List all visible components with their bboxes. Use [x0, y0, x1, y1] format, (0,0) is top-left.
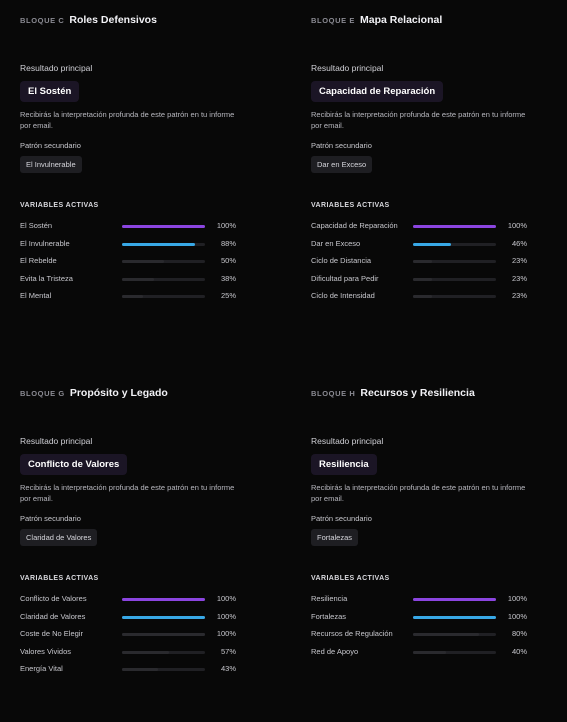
variable-row: [311, 254, 561, 272]
variable-name: Capacidad de Reparación: [311, 221, 398, 230]
variable-row: [311, 592, 561, 610]
block-header: [311, 14, 561, 34]
block-title: Propósito y Legado: [69, 387, 168, 399]
variable-percent: 46%: [511, 238, 527, 248]
block-header: [20, 14, 270, 34]
variable-row: [311, 219, 561, 237]
result-description: Recibirás la interpretación profunda de este patrón en tu informe por email.: [311, 110, 526, 130]
block-code: BLOQUE E: [311, 16, 355, 25]
variables-list: [311, 219, 561, 307]
variable-bar-fill: [122, 668, 158, 671]
secondary-pattern-badge: El Invulnerable: [20, 156, 82, 173]
primary-result-label: Resultado principal: [311, 436, 384, 446]
variable-row: [311, 237, 561, 255]
result-block-c: [20, 14, 270, 307]
variable-bar-track: [413, 616, 496, 619]
variable-row: [20, 662, 270, 680]
variable-bar-track: [413, 633, 496, 636]
variable-bar-track: [122, 295, 205, 298]
variable-bar-track: [413, 225, 496, 228]
active-variables-heading: VARIABLES ACTIVAS: [20, 575, 99, 582]
variable-percent: 23%: [511, 273, 527, 283]
variable-row: [20, 627, 270, 645]
secondary-pattern-badge: Claridad de Valores: [20, 529, 97, 546]
variable-name: Fortalezas: [311, 611, 347, 621]
variable-bar-fill: [122, 260, 164, 263]
variable-name: Red de Apoyo: [311, 646, 359, 656]
variable-row: [20, 237, 270, 255]
variable-name: Ciclo de Distancia: [311, 256, 372, 266]
variable-percent: 80%: [511, 629, 527, 639]
variable-name: El Invulnerable: [20, 238, 70, 248]
variable-name: Evita la Tristeza: [20, 273, 73, 283]
secondary-pattern-label: Patrón secundario: [20, 514, 81, 523]
variable-bar-track: [122, 260, 205, 263]
result-block-g: [20, 387, 270, 680]
variable-row: [20, 254, 270, 272]
variable-row: [311, 610, 561, 628]
variable-bar-fill: [413, 651, 446, 654]
primary-result-label: Resultado principal: [311, 63, 384, 73]
variable-bar-track: [413, 278, 496, 281]
variable-bar-fill: [122, 243, 195, 246]
primary-result-label: Resultado principal: [20, 63, 93, 73]
variable-row: [311, 627, 561, 645]
variable-bar-fill: [122, 598, 205, 601]
secondary-pattern-badge: Dar en Exceso: [311, 156, 372, 173]
variable-bar-track: [413, 243, 496, 246]
variable-bar-fill: [122, 616, 205, 619]
variable-bar-fill: [413, 598, 496, 601]
variable-row: [20, 610, 270, 628]
variable-percent: 23%: [511, 256, 527, 266]
primary-result-badge: Resiliencia: [311, 454, 377, 475]
variable-row: [311, 272, 561, 290]
variable-bar-fill: [122, 278, 154, 281]
variable-name: Ciclo de Intensidad: [311, 291, 375, 301]
block-title: Recursos y Resiliencia: [360, 387, 475, 399]
variable-percent: 100%: [507, 221, 527, 230]
variable-bar-fill: [413, 633, 479, 636]
variable-bar-track: [122, 225, 205, 228]
variables-list: [20, 219, 270, 307]
variable-bar-fill: [413, 225, 496, 228]
variables-list: [311, 592, 561, 662]
variable-name: Dar en Exceso: [311, 238, 361, 248]
variable-bar-track: [122, 616, 205, 619]
block-title: Mapa Relacional: [359, 14, 443, 26]
variable-percent: 25%: [220, 291, 236, 301]
variable-bar-fill: [413, 295, 432, 298]
variable-row: [20, 219, 270, 237]
active-variables-heading: VARIABLES ACTIVAS: [311, 202, 390, 209]
variable-name: Resiliencia: [311, 594, 348, 603]
primary-result-badge: Capacidad de Reparación: [311, 81, 443, 102]
block-code: BLOQUE G: [20, 389, 65, 398]
variables-list: [20, 592, 270, 680]
variable-bar-track: [122, 633, 205, 636]
secondary-pattern-badge: Fortalezas: [311, 529, 358, 546]
variable-percent: 50%: [220, 256, 236, 266]
variable-row: [20, 645, 270, 663]
active-variables-heading: VARIABLES ACTIVAS: [20, 202, 99, 209]
variable-bar-track: [122, 598, 205, 601]
variable-percent: 57%: [220, 646, 236, 656]
variable-percent: 23%: [511, 291, 527, 301]
block-code: BLOQUE H: [311, 389, 356, 398]
block-header: [20, 387, 270, 407]
variable-row: [20, 289, 270, 307]
primary-result-badge: Conflicto de Valores: [20, 454, 127, 475]
variable-bar-fill: [122, 295, 143, 298]
primary-result-badge: El Sostén: [20, 81, 79, 102]
primary-result-label: Resultado principal: [20, 436, 93, 446]
variable-row: [311, 289, 561, 307]
result-description: Recibirás la interpretación profunda de este patrón en tu informe por email.: [20, 110, 235, 130]
variable-row: [20, 592, 270, 610]
variable-name: El Mental: [20, 291, 52, 301]
variable-bar-track: [122, 668, 205, 671]
variable-percent: 100%: [216, 611, 236, 621]
variable-row: [20, 272, 270, 290]
variable-bar-fill: [413, 616, 496, 619]
variable-name: Valores Vividos: [20, 646, 71, 656]
variable-percent: 38%: [220, 273, 236, 283]
variable-percent: 88%: [220, 238, 236, 248]
variable-percent: 43%: [220, 664, 236, 674]
variable-name: Recursos de Regulación: [311, 629, 393, 639]
variable-row: [311, 645, 561, 663]
variable-percent: 100%: [507, 594, 527, 603]
variable-bar-fill: [122, 225, 205, 228]
variable-name: Energía Vital: [20, 664, 63, 674]
variable-bar-fill: [413, 278, 432, 281]
secondary-pattern-label: Patrón secundario: [20, 141, 81, 150]
variable-name: Dificultad para Pedir: [311, 273, 379, 283]
result-block-e: [311, 14, 561, 307]
variable-name: El Sostén: [20, 221, 53, 230]
result-description: Recibirás la interpretación profunda de este patrón en tu informe por email.: [20, 483, 235, 503]
variable-bar-fill: [413, 260, 432, 263]
variable-bar-fill: [122, 651, 169, 654]
active-variables-heading: VARIABLES ACTIVAS: [311, 575, 390, 582]
block-header: [311, 387, 561, 407]
variable-bar-track: [122, 278, 205, 281]
result-description: Recibirás la interpretación profunda de este patrón en tu informe por email.: [311, 483, 526, 503]
variable-bar-track: [413, 598, 496, 601]
variable-name: Claridad de Valores: [20, 611, 86, 621]
variable-percent: 100%: [216, 221, 236, 230]
block-title: Roles Defensivos: [69, 14, 157, 26]
variable-bar-track: [122, 243, 205, 246]
result-block-h: [311, 387, 561, 662]
variable-percent: 100%: [216, 629, 236, 639]
secondary-pattern-label: Patrón secundario: [311, 141, 372, 150]
variable-name: Coste de No Elegir: [20, 629, 83, 639]
variable-percent: 100%: [216, 594, 236, 603]
variable-percent: 100%: [507, 611, 527, 621]
secondary-pattern-label: Patrón secundario: [311, 514, 372, 523]
variable-name: Conflicto de Valores: [20, 594, 87, 603]
variable-bar-fill: [413, 243, 451, 246]
variable-bar-track: [413, 260, 496, 263]
variable-bar-fill: [122, 633, 205, 636]
variable-bar-track: [413, 295, 496, 298]
variable-percent: 40%: [511, 646, 527, 656]
variable-bar-track: [122, 651, 205, 654]
variable-name: El Rebelde: [20, 256, 57, 266]
block-code: BLOQUE C: [20, 16, 65, 25]
variable-bar-track: [413, 651, 496, 654]
